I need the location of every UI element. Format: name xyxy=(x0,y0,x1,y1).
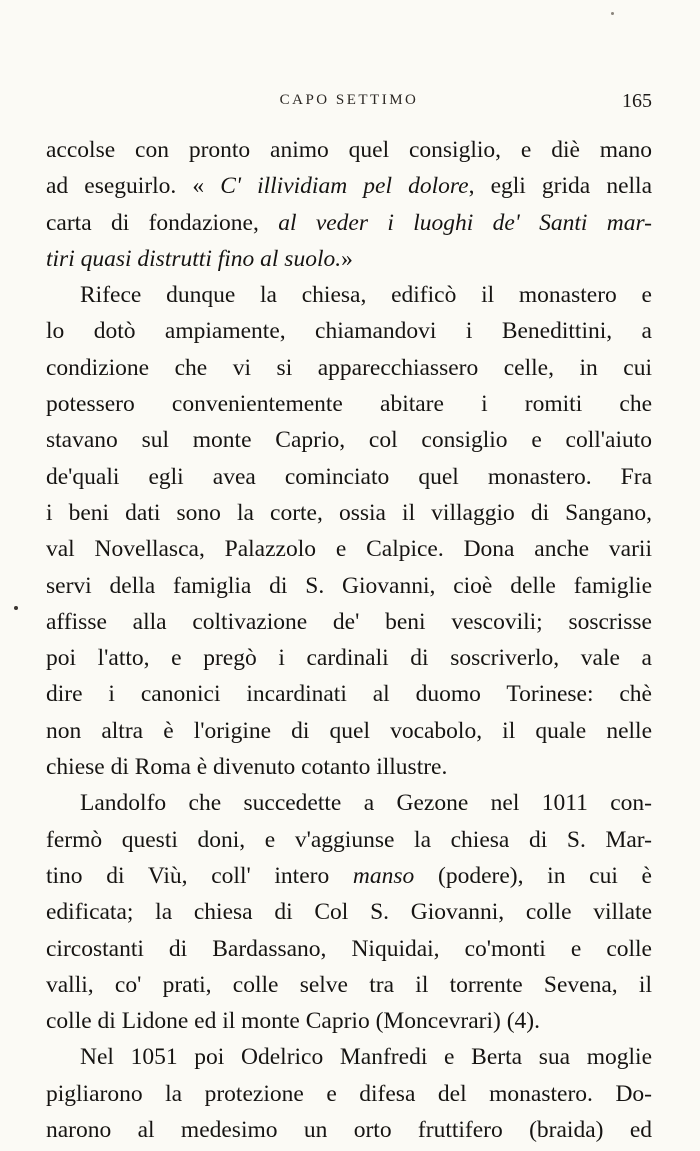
text-line xyxy=(46,241,652,277)
text-line xyxy=(46,386,652,422)
text-line xyxy=(46,168,652,204)
text-run: Nel 1051 poi Odelrico Manfredi e Berta sua moglie xyxy=(80,1044,652,1071)
text-run: colle di Lidone ed il monte Caprio (Moncevrari) (4). xyxy=(46,1008,540,1035)
text-line xyxy=(46,132,652,168)
text-run: dire i canonici incardinati al duomo Torinese: chè xyxy=(46,681,652,708)
text-line xyxy=(46,713,652,749)
text-line xyxy=(46,967,652,1003)
text-run: ad eseguirlo. « xyxy=(46,173,221,200)
text-run: » xyxy=(341,245,353,272)
text-run: accolse con pronto animo quel consiglio, e diè mano xyxy=(46,137,652,163)
text-line xyxy=(46,568,652,604)
text-run: circostanti di Bardassano, Niquidai, co'monti e colle xyxy=(46,935,652,962)
text-line xyxy=(46,495,652,531)
page-number: 165 xyxy=(622,90,652,112)
text-line xyxy=(46,604,652,640)
text-line xyxy=(46,205,652,241)
text-run: carta di fondazione, xyxy=(46,209,279,236)
running-head xyxy=(46,92,652,116)
text-line xyxy=(46,277,652,313)
text-line xyxy=(46,531,652,567)
text-line xyxy=(46,931,652,967)
text-run: , egli grida nella xyxy=(468,173,652,200)
margin-mark xyxy=(14,606,18,610)
italic-text: C' illividiam pel dolore xyxy=(220,173,469,200)
text-line xyxy=(46,350,652,386)
text-run: narono al medesimo un orto fruttifero (braida) ed xyxy=(46,1117,652,1144)
text-line xyxy=(46,749,652,785)
text-run: i beni dati sono la corte, ossia il villaggio di Sangano, xyxy=(46,499,652,526)
text-run: (podere), in cui è xyxy=(414,862,652,889)
text-run: condizione che vi si apparecchiassero celle, in cui xyxy=(46,354,652,381)
text-line xyxy=(46,894,652,930)
text-line xyxy=(46,1003,652,1039)
text-line xyxy=(46,822,652,858)
text-line xyxy=(46,1076,652,1112)
text-line xyxy=(46,785,652,821)
text-run: poi l'atto, e pregò i cardinali di soscriverlo, vale a xyxy=(46,645,652,672)
text-line xyxy=(46,640,652,676)
text-line xyxy=(46,459,652,495)
text-run: Landolfo che succedette a Gezone nel 1011 con- xyxy=(80,790,652,817)
text-line xyxy=(46,422,652,458)
text-run: Rifece dunque la chiesa, edificò il monastero e xyxy=(80,282,652,309)
italic-text: al veder i luoghi de' Santi mar- xyxy=(278,209,652,236)
text-line xyxy=(46,313,652,349)
text-run: chiese di Roma è divenuto cotanto illustre. xyxy=(46,754,448,781)
italic-text: manso xyxy=(352,862,415,889)
text-run: lo dotò ampiamente, chiamandovi i Benedittini, a xyxy=(46,318,652,345)
text-run: fermò questi doni, e v'aggiunse la chiesa di S. Mar- xyxy=(46,826,652,853)
text-line xyxy=(46,1112,652,1148)
paper-speck xyxy=(611,12,614,15)
text-run: non altra è l'origine di quel vocabolo, il quale nelle xyxy=(46,717,652,744)
text-run: servi della famiglia di S. Giovanni, cioè delle famiglie xyxy=(46,572,652,599)
text-run: edificata; la chiesa di Col S. Giovanni, colle villate xyxy=(46,899,652,926)
text-run: tino di Viù, coll' intero xyxy=(46,862,353,889)
text-line xyxy=(46,858,652,894)
text-run: stavano sul monte Caprio, col consiglio e coll'aiuto xyxy=(46,427,652,454)
text-run: pigliarono la protezione e difesa del monastero. Do- xyxy=(46,1080,652,1107)
italic-text: tiri quasi distrutti fino al suolo. xyxy=(46,245,342,272)
text-run: val Novellasca, Palazzolo e Calpice. Dona anche varii xyxy=(46,536,652,563)
running-title: CAPO SETTIMO xyxy=(279,92,419,108)
body-text xyxy=(46,132,652,1148)
text-line xyxy=(46,676,652,712)
text-run: potessero convenientemente abitare i romiti che xyxy=(46,391,652,418)
text-run: de'quali egli avea cominciato quel monastero. Fra xyxy=(46,463,652,490)
text-run: valli, co' prati, colle selve tra il torrente Sevena, il xyxy=(46,971,652,998)
text-line xyxy=(46,1039,652,1075)
text-run: affisse alla coltivazione de' beni vescovili; soscrisse xyxy=(46,608,652,635)
